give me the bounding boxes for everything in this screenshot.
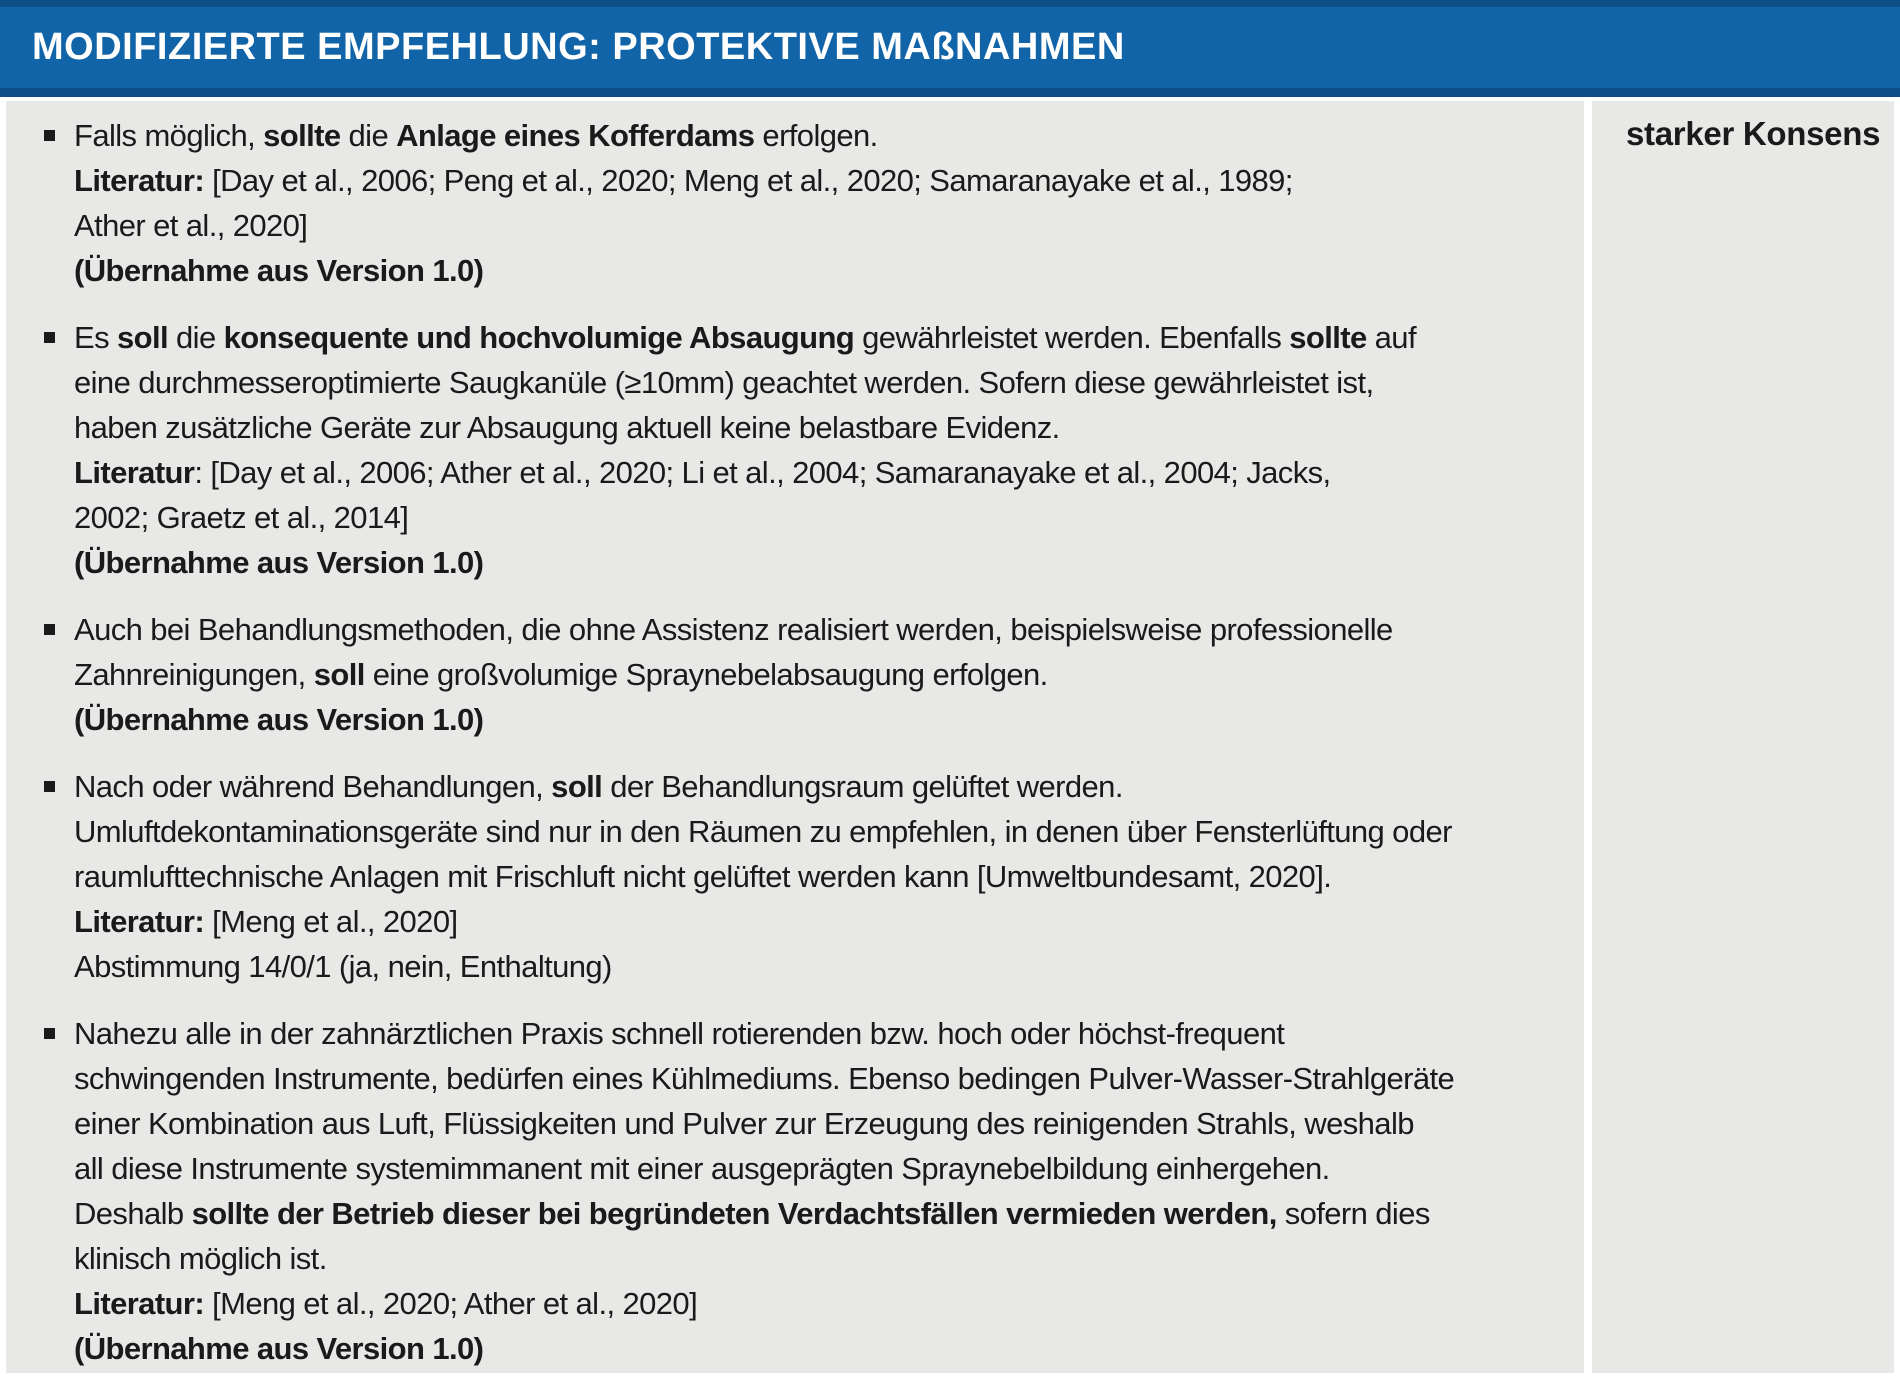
bullet-item: [44, 1011, 1560, 1371]
text-line: 2002; Graetz et al., 2014]: [74, 500, 409, 535]
text-line: (Übernahme aus Version 1.0): [74, 702, 484, 737]
bullet-item: [44, 315, 1560, 585]
recommendations-cell: [6, 101, 1584, 1373]
text-line: Falls möglich, sollte die Anlage eines Kofferdams erfolgen.: [74, 118, 878, 153]
text-line: Zahnreinigungen, soll eine großvolumige Spraynebelabsaugung erfolgen.: [74, 657, 1048, 692]
bullet-item: [44, 113, 1560, 293]
text-line: raumlufttechnische Anlagen mit Frischluft nicht gelüftet werden kann [Umweltbundesamt, 2020].: [74, 859, 1332, 894]
recommendation-header: [0, 0, 1900, 97]
text-line: (Übernahme aus Version 1.0): [74, 1331, 484, 1366]
text-line: Literatur: [Meng et al., 2020; Ather et al., 2020]: [74, 1286, 698, 1321]
text-line: klinisch möglich ist.: [74, 1241, 327, 1276]
text-line: Umluftdekontaminationsgeräte sind nur in den Räumen zu empfehlen, in denen über Fensterlüftung oder: [74, 814, 1452, 849]
text-line: Auch bei Behandlungsmethoden, die ohne Assistenz realisiert werden, beispielsweise professionelle: [74, 612, 1393, 647]
text-line: Es soll die konsequente und hochvolumige Absaugung gewährleistet werden. Ebenfalls sollte auf: [74, 320, 1416, 355]
text-line: Nach oder während Behandlungen, soll der Behandlungsraum gelüftet werden.: [74, 769, 1123, 804]
text-line: eine durchmesseroptimierte Saugkanüle (≥10mm) geachtet werden. Sofern diese gewährleistet ist,: [74, 365, 1374, 400]
consensus-label: starker Konsens: [1626, 115, 1881, 152]
table-body: [0, 101, 1900, 1373]
consensus-cell: [1592, 101, 1894, 1373]
footer-strip: [0, 1373, 1900, 1387]
bullet-list: [44, 113, 1560, 1371]
bullet-text: [74, 764, 1560, 989]
text-line: Literatur: [Day et al., 2006; Ather et al., 2020; Li et al., 2004; Samaranayake et al., 2004; Jacks,: [74, 455, 1331, 490]
text-line: all diese Instrumente systemimmanent mit einer ausgeprägten Spraynebelbildung einhergehen.: [74, 1151, 1330, 1186]
text-line: Nahezu alle in der zahnärztlichen Praxis schnell rotierenden bzw. hoch oder höchst-frequent: [74, 1016, 1285, 1051]
page-title: MODIFIZIERTE EMPFEHLUNG: PROTEKTIVE MAßNAHMEN: [32, 26, 1125, 68]
bullet-item: [44, 764, 1560, 989]
bullet-text: [74, 607, 1560, 742]
bullet-marker: [44, 1011, 74, 1371]
bullet-item: [44, 607, 1560, 742]
text-line: Deshalb sollte der Betrieb dieser bei begründeten Verdachtsfällen vermieden werden, sofern dies: [74, 1196, 1430, 1231]
bullet-text: [74, 1011, 1560, 1371]
text-line: (Übernahme aus Version 1.0): [74, 253, 484, 288]
text-line: schwingenden Instrumente, bedürfen eines Kühlmediums. Ebenso bedingen Pulver-Wasser-Strahlgeräte: [74, 1061, 1455, 1096]
bullet-marker: [44, 113, 74, 293]
bullet-marker: [44, 315, 74, 585]
bullet-marker: [44, 764, 74, 989]
text-line: (Übernahme aus Version 1.0): [74, 545, 484, 580]
text-line: Ather et al., 2020]: [74, 208, 308, 243]
bullet-text: [74, 113, 1560, 293]
text-line: einer Kombination aus Luft, Flüssigkeiten und Pulver zur Erzeugung des reinigenden Strahls, weshalb: [74, 1106, 1414, 1141]
bullet-text: [74, 315, 1560, 585]
bullet-marker: [44, 607, 74, 742]
text-line: Literatur: [Meng et al., 2020]: [74, 904, 458, 939]
text-line: Literatur: [Day et al., 2006; Peng et al., 2020; Meng et al., 2020; Samaranayake et al., 1989;: [74, 163, 1293, 198]
text-line: haben zusätzliche Geräte zur Absaugung aktuell keine belastbare Evidenz.: [74, 410, 1060, 445]
text-line: Abstimmung 14/0/1 (ja, nein, Enthaltung): [74, 949, 612, 984]
